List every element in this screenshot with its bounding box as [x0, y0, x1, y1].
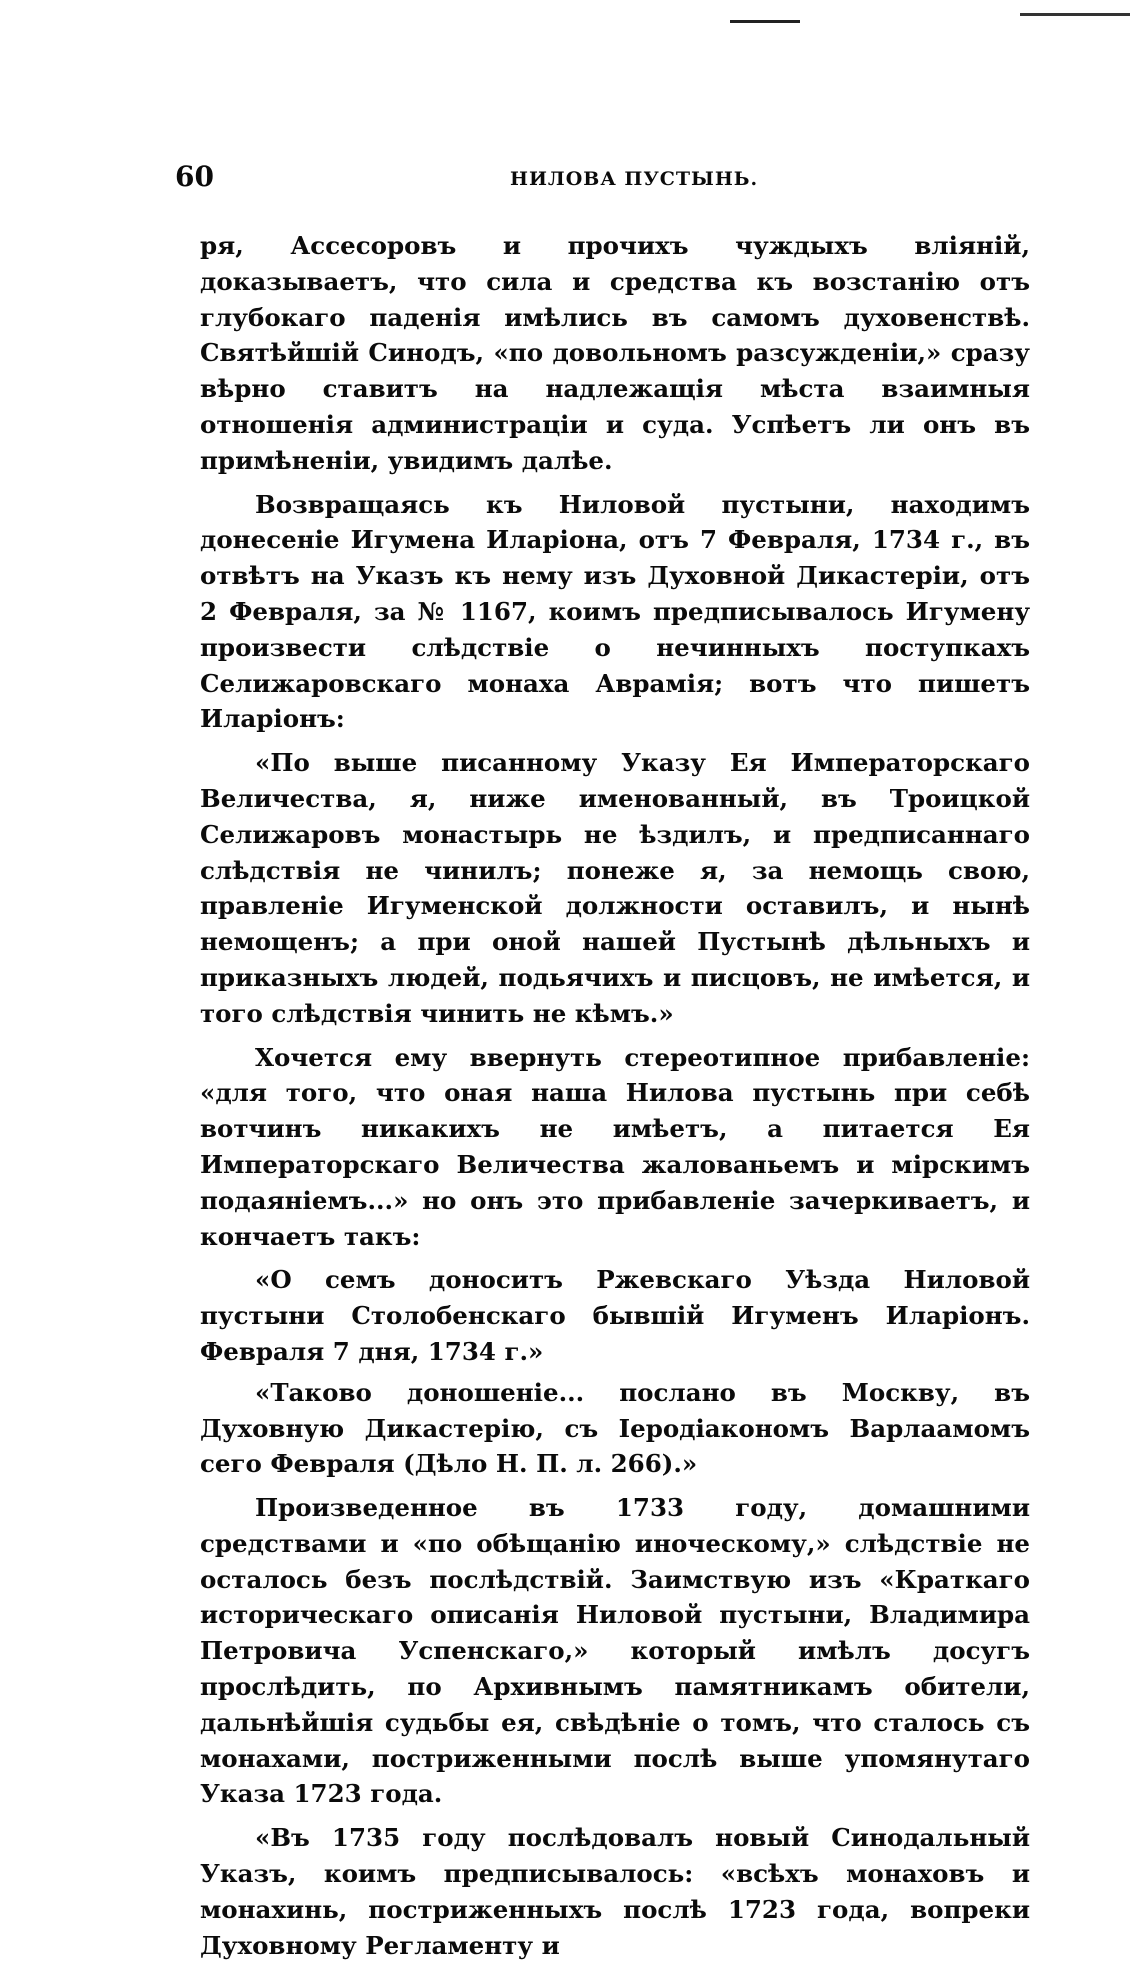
- quotation-paragraph: «О семъ доноситъ Ржевскаго Уѣзда Ниловой пустыни Столобенскаго бывшій Игуменъ Иларіонъ. Февраля 7 дня, 1734 г.»: [200, 1265, 1030, 1366]
- page-header: [175, 160, 1035, 200]
- paragraph: Хочется ему ввернуть стереотипное прибавленіе: «для того, что оная наша Нилова пустынь при себѣ вотчинъ никакихъ не имѣетъ, а питается Ея Императорскаго Величества жалованьемъ и мірскимъ подаяніемъ...» но онъ это прибавленіе зачеркиваетъ, и кончаетъ такъ:: [200, 1042, 1030, 1251]
- scan-artifact-mark: [1020, 13, 1130, 16]
- page-body: [200, 228, 1030, 1963]
- running-title: НИЛОВА ПУСТЫНЬ.: [510, 168, 759, 190]
- scan-artifact-mark: [730, 20, 800, 23]
- paragraph: Возвращаясь къ Ниловой пустыни, находимъ донесеніе Игумена Иларіона, отъ 7 Февраля, 1734 г., въ отвѣтъ на Указъ къ нему изъ Духовной Дикастеріи, отъ 2 Февраля, за № 1167, коимъ предписывалось Игумену произвести слѣдствіе о нечинныхъ поступкахъ Селижаровскаго монаха Аврамія; вотъ что пишетъ Иларіонъ:: [200, 489, 1030, 734]
- paragraph: ря, Ассесоровъ и прочихъ чуждыхъ вліяній, доказываетъ, что сила и средства къ возстанію отъ глубокаго паденія имѣлись въ самомъ духовенствѣ. Святѣйшій Синодъ, «по довольномъ разсужденіи,» сразу вѣрно ставитъ на надлежащія мѣста взаимныя отношенія администраціи и суда. Успѣетъ ли онъ въ примѣненіи, увидимъ далѣе.: [200, 231, 1030, 475]
- quotation-paragraph: «Таково доношеніе... послано въ Москву, въ Духовную Дикастерію, съ Іеродіакономъ Варлаамомъ сего Февраля (Дѣло Н. П. л. 266).»: [200, 1377, 1030, 1479]
- quotation-paragraph: «Въ 1735 году послѣдовалъ новый Синодальный Указъ, коимъ предписывалось: «всѣхъ монаховъ и монахинь, постриженныхъ послѣ 1723 года, вопреки Духовному Регламенту и: [200, 1823, 1030, 1960]
- paragraph: Произведенное въ 1733 году, домашними средствами и «по обѣщанію иноческому,» слѣдствіе не осталось безъ послѣдствій. Заимствую изъ «Краткаго историческаго описанія Ниловой пустыни, Владимира Петровича Успенскаго,» который имѣлъ досугъ прослѣдить, по Архивнымъ памятникамъ обители, дальнѣйшія судьбы ея, свѣдѣніе о томъ, что сталось съ монахами, постриженными послѣ выше упомянутаго Указа 1723 года.: [200, 1493, 1030, 1809]
- page-number: 60: [175, 160, 214, 193]
- quotation-paragraph: «По выше писанному Указу Ея Императорскаго Величества, я, ниже именованный, въ Троицкой Селижаровъ монастырь не ѣздилъ, и предписаннаго слѣдствія не чинилъ; понеже я, за немощь свою, правленіе Игуменской должности оставилъ, и нынѣ немощенъ; а при оной нашей Пустынѣ дѣльныхъ и приказныхъ людей, подьячихъ и писцовъ, не имѣется, и того слѣдствія чинить не кѣмъ.»: [200, 748, 1030, 1028]
